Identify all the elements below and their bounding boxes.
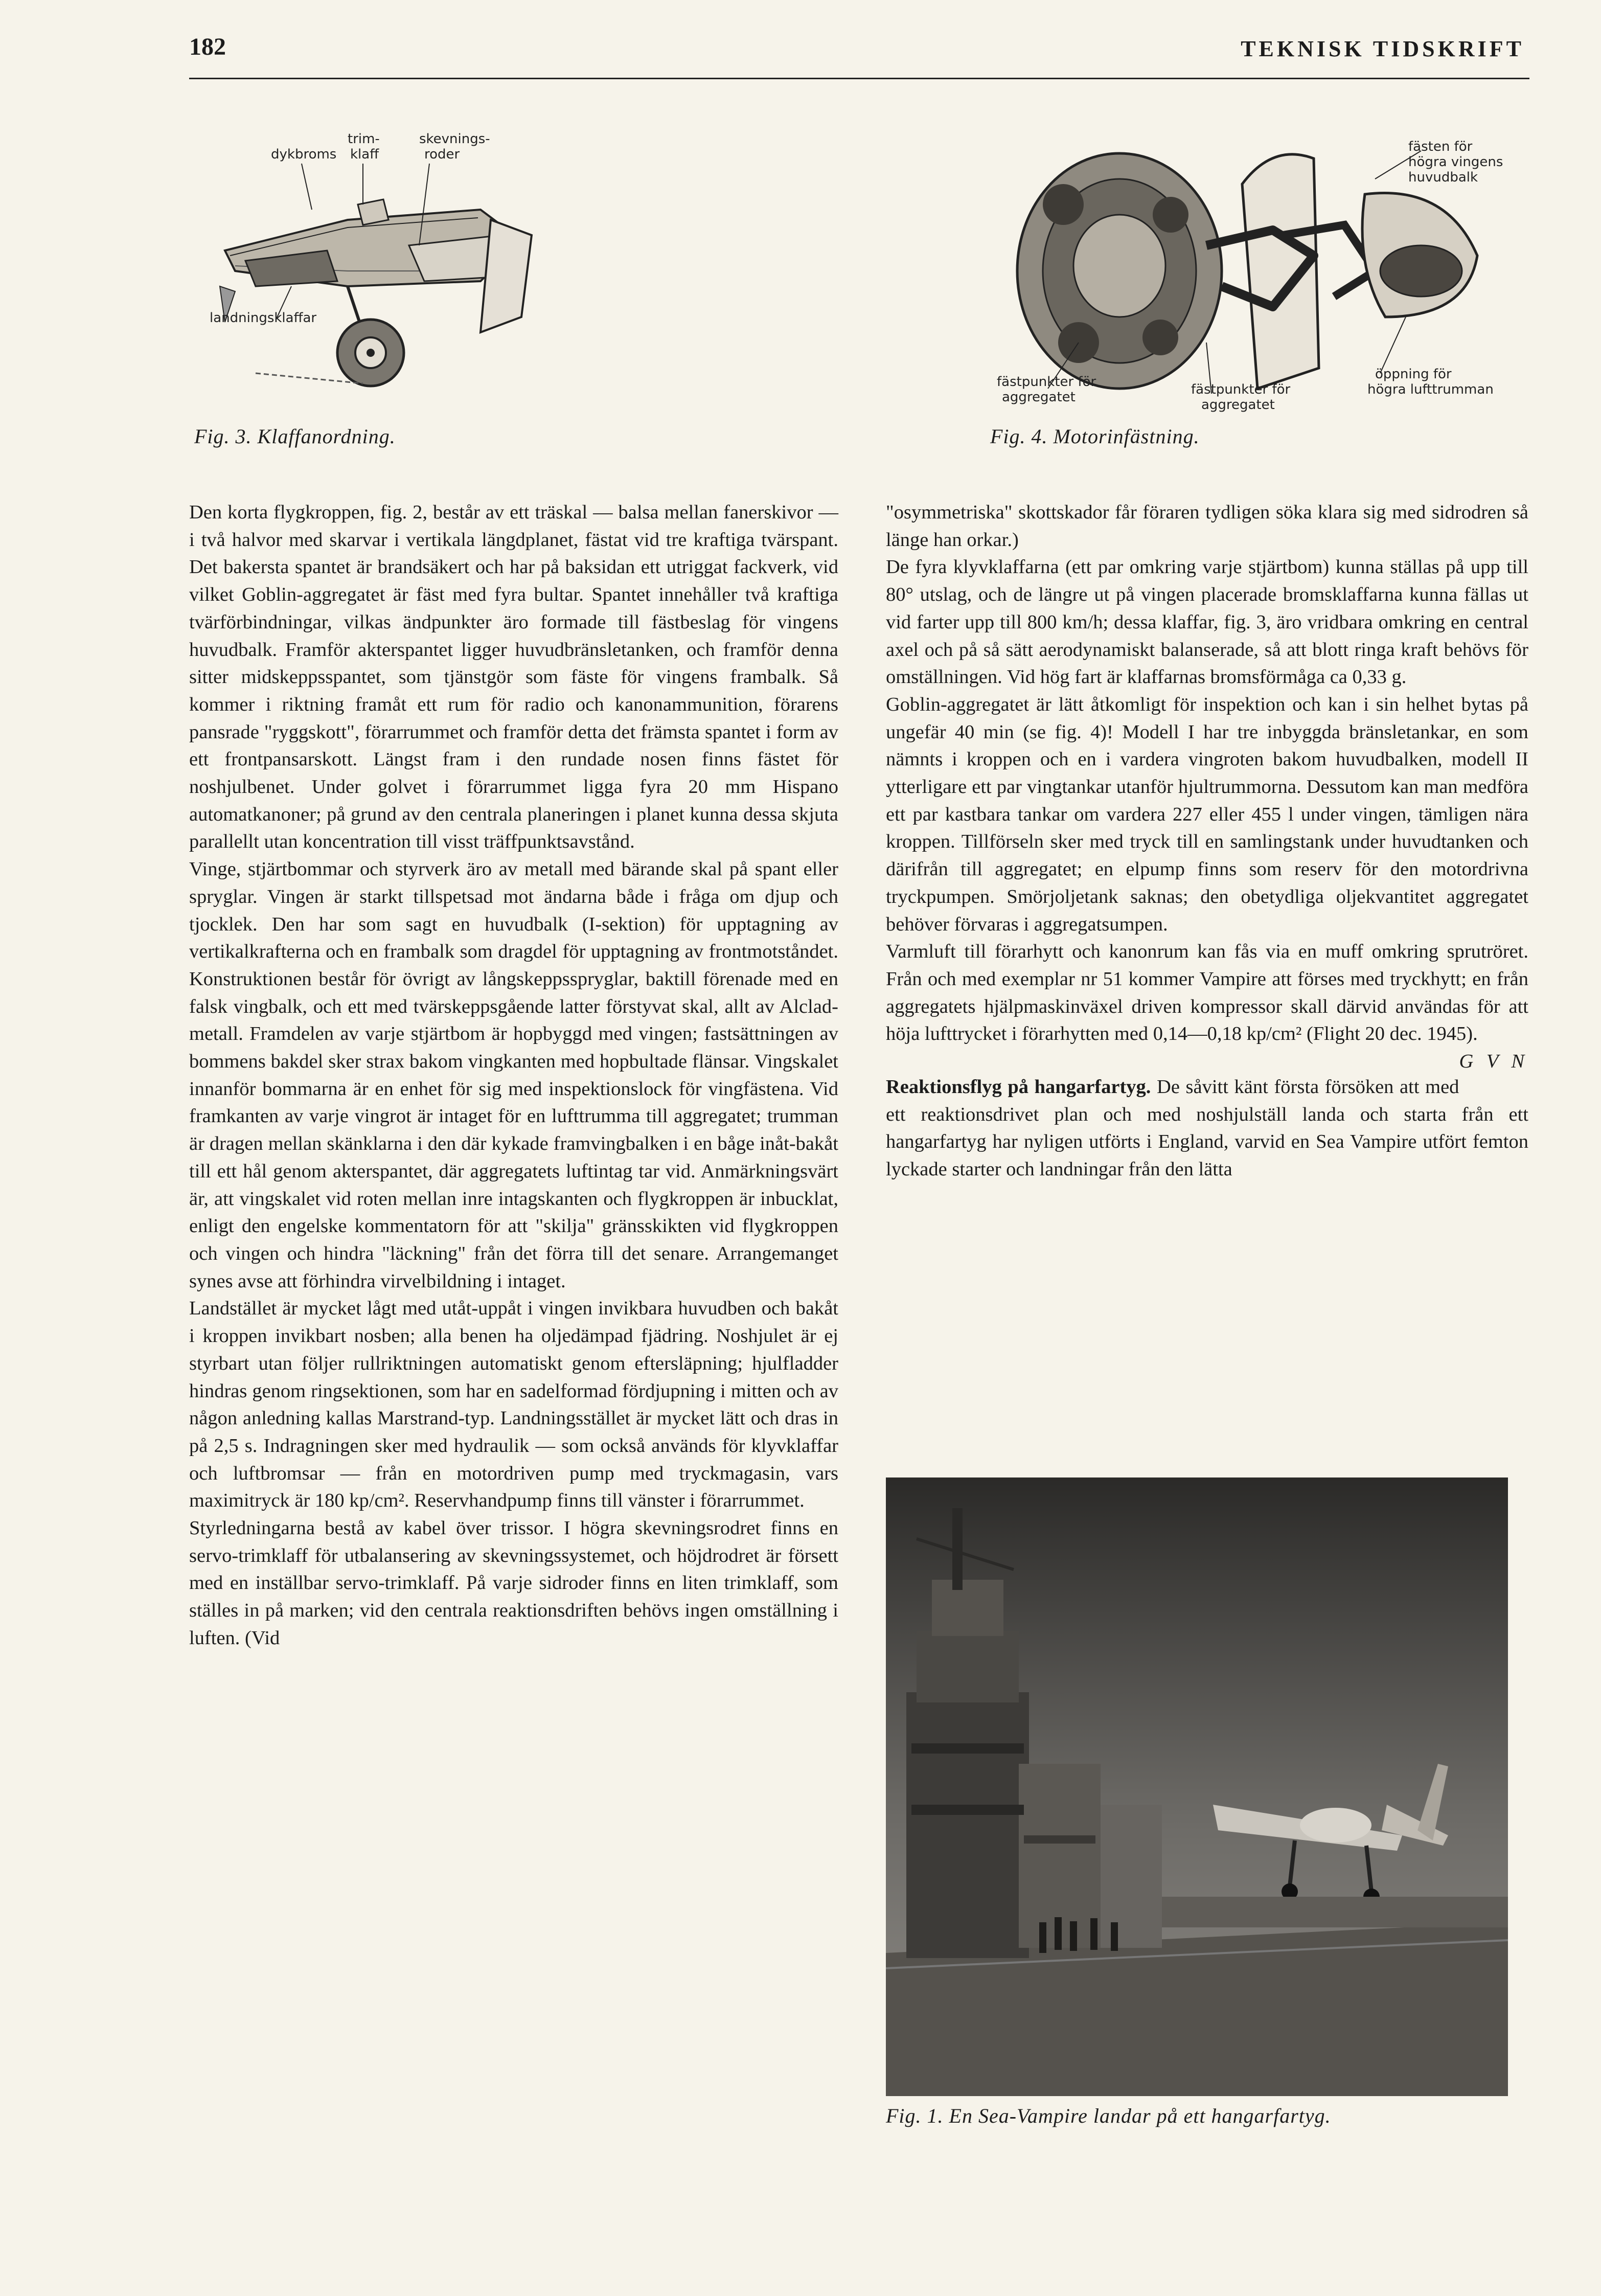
label-skevningsroder-1: skevnings- xyxy=(419,131,490,147)
paragraph-wing: Vinge, stjärtbommar och styrverk äro av metall med bärande skal på spant eller spryglar. Vingen är starkt tillspetsad mot ändarna både i fråga om djup och tjocklek. Den har som sagt en huvudbalk (I-sektion) för upptagning av vertikalkrafterna och en frambalk som dragdel för upptagning av frontmotståndet. Konstruktionen består för övrigt av långskeppsspryglar, baktill förenade med en falsk vingbalk, och ett med tvärskeppsgående latter förstyvat skal, allt av Alclad-metall. Framdelen av varje stjärtbom är hopbyggd med vingen; fastsättningen av bommens bakdel sker strax bakom vingkanten med hopbultade flänsar. Vingskalet innanför bommarna är en enhet för sig med inspektionslock för vingfästena. Vid framkanten av varje vingrot är intaget för en lufttrumma till aggregatet; trumman är dragen mellan skänklarna i den där kykade framvingbalken i en båge inåt-bakåt till ett hål genom akterspantet, där aggregatets luftintag tar vid. Anmärkningsvärt är, att vingskalet vid roten mellan inre intagskanten och flygkroppen är inbucklat, enligt den engelske kommentatorn för att "skilja" gränsskikten vid flygkroppen och vingen och hindra "läckning" från det förra till det senare. Arrangemanget synes avse att förhindra virvelbildning i intaget. xyxy=(189,858,838,1292)
label-fastpunkter-1b: aggregatet xyxy=(1002,390,1076,405)
paragraph-heating xyxy=(886,938,1528,1073)
heating-text: Varmluft till förarhytt och kanonrum kan fås via en muff omkring sprutröret. Från och med exemplar nr 51 kommer Vampire att förses med tryckhytt; en från aggregatets hjälpmaskinväxel driven kompressor skall därvid användas för att höja lufttrycket i förarhytten med 0,14—0,18 kp/cm² (Flight 20 dec. 1945). xyxy=(886,941,1528,1045)
caption-fig3: Fig. 3. Klaffanordning. xyxy=(194,425,396,448)
page-number: 182 xyxy=(189,33,226,60)
header-rule xyxy=(189,78,1529,79)
journal-title: TEKNISK TIDSKRIFT xyxy=(1241,36,1524,61)
news-text: De såvitt känt första försöken att med ett reaktionsdrivet plan och med noshjulställ landa och starta från ett hangarfartyg har nyligen utförts i England, varvid en Sea Vampire utfört femton lyckade starter och landningar från den lätta xyxy=(886,1076,1528,1180)
paragraph-news xyxy=(886,1074,1528,1184)
label-trimklaff-2: klaff xyxy=(350,147,379,162)
label-fastpunkter-1a: fästpunkter för xyxy=(997,374,1096,390)
label-dykbroms: dykbroms xyxy=(271,147,337,162)
paragraph-landing-gear: Landstället är mycket lågt med utåt-uppåt i vingen invikbara huvudben och bakåt i kroppen invikbart nosben; alla benen ha oljedämpad fjädring. Noshjulet är ej styrbart utan följer rullriktningen automatiskt genom eftersläpning; hjulfladder hindras genom ringsektionen, som har en sadelformad fördjupning i mitten och av någon anledning kallas Marstrand-typ. Landningsstället är mycket lätt och dras in på 2,5 s. Indragningen sker med hydraulik — som också används för klyvklaffar och luftbromsar — från en motordriven pump med tryckmagasin, vars maximitryck är 180 kp/cm². Reservhandpump finns till vänster i förarrummet. xyxy=(189,1298,838,1512)
right-column xyxy=(886,499,1528,1184)
label-skevningsroder-2: roder xyxy=(424,147,460,162)
paragraph-goblin: Goblin-aggregatet är lätt åtkomligt för inspektion och kan i sin helhet bytas på ungefär 40 min (se fig. 4)! Modell I har tre inbyggda bränsletankar, en som nämnts i kroppen och en i vardera vingroten bakom huvudbalken, modell II ytterligare ett par vingtankar utanför hjultrummorna. Dessutom kan man medföra ett par kastbara tankar om vardera 227 eller 455 l under vingen, tämligen nära kroppen. Tillförseln sker med tryck till en samlingstank under huvudtanken och därifrån till aggregatet; en elpump finns som reserv för den motordrivna tryckpumpen. Smörjoljetank saknas; den obetydliga oljekvantitet aggregatet behöver förvaras i aggregatsumpen. xyxy=(886,693,1528,935)
paragraph-fuselage: Den korta flygkroppen, fig. 2, består av ett träskal — balsa mellan fanerskivor — i två halvor med skarvar i vertikala längdplanet, fästat vid tre kraftiga tvärspant. Det bakersta spantet är brandsäkert och har på baksidan ett utriggat fackverk, vid vilket Goblin-aggregatet är fäst med fyra bultar. Spantet innehåller två kraftiga tvärförbindningar, vilkas ändpunkter äro formade till fästbeslag för vingens huvudbalk. Framför akterspantet ligger huvudbränsletanken, och framför denna sitter midskeppsspantet, som tjänstgör som fäste för vingens frambalk. Så kommer i riktning framåt ett rum för radio och kanonammunition, förarens pansrade "ryggskott", förarrummet och framför detta det främsta spantet i form av ett frontpansarskott. Längst fram i den rundade nosen finns fästet för noshjulbenet. Under golvet i förarrummet ligga fyra 20 mm Hispano automatkanoner; på grund av den centrala planeringen i planet kunna dessa skjuta parallellt utan koncentration till visst träffpunktsavstånd. xyxy=(189,502,838,853)
label-fastpunkter-2b: aggregatet xyxy=(1201,397,1275,413)
news-runin-heading: Reaktionsflyg på hangarfartyg. xyxy=(886,1076,1151,1098)
figure-engine-mounting xyxy=(987,102,1528,429)
label-oppning-2: högra lufttrumman xyxy=(1367,382,1494,397)
author-signature: G V N xyxy=(1459,1051,1528,1073)
caption-fig1: Fig. 1. En Sea-Vampire landar på ett hangarfartyg. xyxy=(886,2104,1331,2127)
figure-flap-arrangement xyxy=(194,118,552,404)
label-fasten-3: huvudbalk xyxy=(1408,170,1478,185)
caption-fig4: Fig. 4. Motorinfästning. xyxy=(990,425,1200,448)
photo-sea-vampire-landing xyxy=(886,1477,1508,2096)
label-fastpunkter-2a: fästpunkter för xyxy=(1191,382,1291,397)
left-column xyxy=(189,499,838,1652)
label-trimklaff-1: trim- xyxy=(348,131,380,147)
paragraph-asymmetric: "osymmetriska" skottskador får föraren tydligen söka klara sig med sidrodren så länge han orkar.) xyxy=(886,502,1528,551)
paragraph-controls: Styrledningarna bestå av kabel över trissor. I högra skevningsrodret finns en servo-trimklaff för utbalansering av skevningssystemet, och höjdrodret är försett med en inställbar servo-trimklaff. På varje sidroder finns en liten trimklaff, som ställes in på marken; vid den centrala reaktionsdriften behövs ingen omställning i luften. (Vid xyxy=(189,1517,838,1649)
label-fasten-2: högra vingens xyxy=(1408,154,1503,170)
label-oppning-1: öppning för xyxy=(1375,367,1452,382)
paragraph-flaps: De fyra klyvklaffarna (ett par omkring varje stjärtbom) kunna ställas på upp till 80° utslag, och de längre ut på vingen placerade bromsklaffarna kunna fällas ut vid farter upp till 800 km/h; dessa klaffar, fig. 3, äro vridbara omkring en central axel och på så sätt aerodynamiskt balanserade, så att blott ringa kraft behövs för omställningen. Vid hög fart är klaffarnas bromsförmåga ca 0,33 g. xyxy=(886,556,1528,688)
label-fasten-1: fästen för xyxy=(1408,139,1473,154)
label-landningsklaffar: landningsklaffar xyxy=(210,310,317,326)
